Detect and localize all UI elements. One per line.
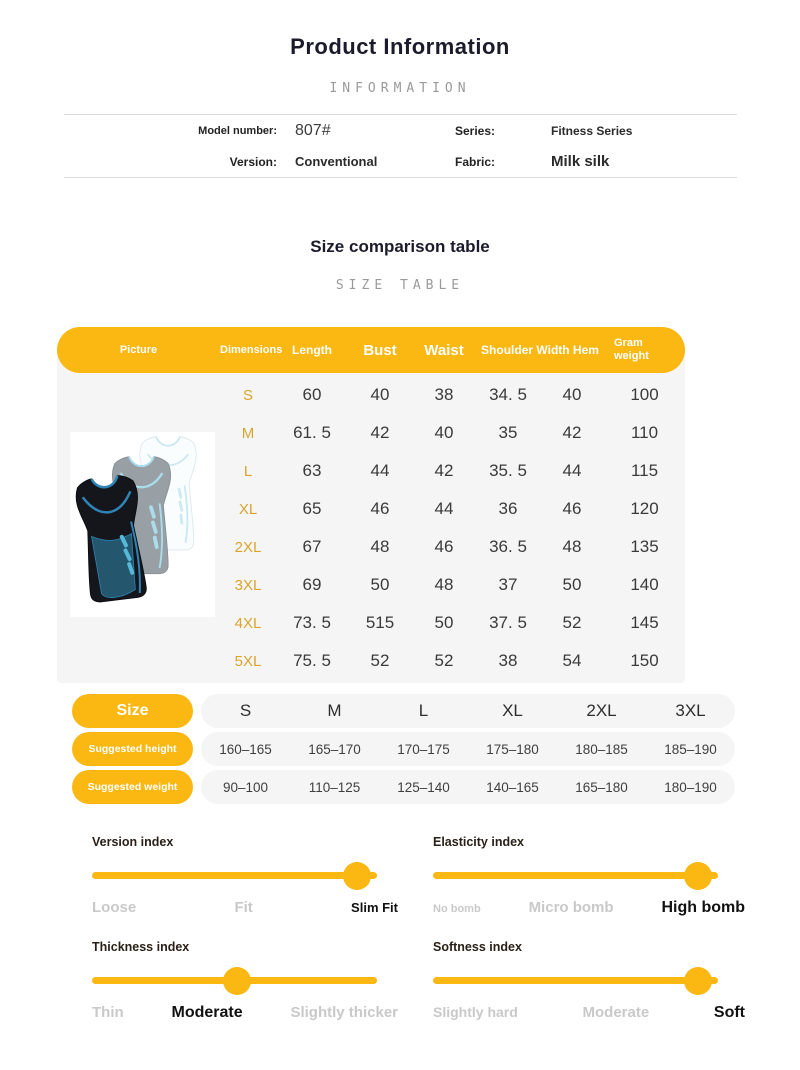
cell-hem: 50 bbox=[562, 575, 582, 594]
thickness-slider bbox=[92, 967, 377, 995]
cell-bust: 48 bbox=[370, 537, 390, 556]
cell-length: 75. 5 bbox=[293, 651, 331, 670]
cell-waist: 44 bbox=[434, 499, 454, 518]
series-value: Fitness Series bbox=[551, 123, 633, 138]
size-value: L bbox=[418, 701, 429, 720]
height-value: 185–190 bbox=[664, 741, 717, 757]
cell-gram: 145 bbox=[630, 613, 659, 632]
weight-value: 125–140 bbox=[397, 779, 450, 795]
page-title: Product Information bbox=[290, 34, 510, 59]
header-picture: Picture bbox=[119, 344, 158, 356]
cell-shoulder: 38 bbox=[498, 651, 518, 670]
weight-value: 110–125 bbox=[308, 779, 361, 795]
index-label-active: Soft bbox=[713, 1004, 745, 1021]
suggestion-row-weight bbox=[72, 770, 735, 804]
cell-gram: 100 bbox=[630, 385, 659, 404]
cell-gram: 115 bbox=[630, 461, 659, 480]
index-label-active: High bomb bbox=[661, 899, 745, 916]
header-waist: Waist bbox=[424, 341, 464, 359]
vest-illustration bbox=[70, 432, 215, 617]
suggestion-row-height bbox=[72, 732, 735, 766]
cell-gram: 135 bbox=[630, 537, 659, 556]
cell-bust: 515 bbox=[365, 613, 395, 632]
suggestion-table bbox=[72, 694, 735, 808]
size-value: 2XL bbox=[586, 701, 617, 720]
softness-index bbox=[433, 940, 745, 1022]
cell-hem: 54 bbox=[562, 651, 582, 670]
index-label: Fit bbox=[234, 899, 253, 916]
cell-bust: 50 bbox=[370, 575, 390, 594]
cell-size: 5XL bbox=[234, 652, 262, 670]
cell-length: 69 bbox=[302, 575, 322, 594]
thickness-index-title: Thickness index bbox=[92, 940, 190, 954]
cell-bust: 42 bbox=[370, 423, 390, 442]
cell-size: M bbox=[241, 424, 255, 442]
header-dimensions: Dimensions bbox=[220, 344, 283, 356]
thickness-index bbox=[92, 940, 398, 1022]
cell-gram: 150 bbox=[630, 651, 659, 670]
cell-shoulder: 37. 5 bbox=[489, 613, 527, 632]
thickness-index-labels bbox=[92, 1004, 398, 1022]
cell-length: 67 bbox=[302, 537, 322, 556]
cell-shoulder: 36. 5 bbox=[489, 537, 527, 556]
cell-waist: 48 bbox=[434, 575, 454, 594]
elasticity-index-labels bbox=[433, 899, 745, 917]
cell-length: 60 bbox=[302, 385, 322, 404]
cell-shoulder: 35 bbox=[498, 423, 518, 442]
index-label: Thin bbox=[92, 1004, 124, 1021]
index-label: Loose bbox=[92, 899, 137, 916]
cell-shoulder: 35. 5 bbox=[489, 461, 527, 480]
series-label: Series: bbox=[455, 123, 496, 138]
cell-hem: 46 bbox=[562, 499, 582, 518]
header-length: Length bbox=[292, 343, 332, 357]
slider-track bbox=[92, 872, 377, 879]
cell-shoulder: 34. 5 bbox=[489, 385, 527, 404]
softness-slider bbox=[433, 967, 718, 995]
header-bust: Bust bbox=[363, 341, 397, 359]
cell-waist: 42 bbox=[434, 461, 454, 480]
model-number-label: Model number: bbox=[198, 124, 277, 137]
cell-shoulder: 36 bbox=[498, 499, 518, 518]
height-value: 165–170 bbox=[308, 741, 361, 757]
size-section-subtitle: SIZE TABLE bbox=[335, 278, 465, 293]
cell-hem: 42 bbox=[562, 423, 582, 442]
weight-row-label: Suggested weight bbox=[72, 770, 193, 804]
size-value: 3XL bbox=[675, 701, 706, 720]
height-value: 160–165 bbox=[219, 741, 272, 757]
version-index-title: Version index bbox=[92, 835, 174, 849]
weight-value: 140–165 bbox=[486, 779, 539, 795]
slider-track bbox=[433, 977, 718, 984]
slider-handle bbox=[343, 862, 371, 890]
cell-size: 3XL bbox=[234, 576, 262, 594]
index-label: No bomb bbox=[433, 903, 481, 915]
size-row-label: Size bbox=[72, 694, 193, 728]
cell-bust: 44 bbox=[370, 461, 390, 480]
cell-bust: 46 bbox=[370, 499, 390, 518]
slider-track bbox=[433, 872, 718, 879]
header-gram-weight: Gram weight bbox=[614, 336, 649, 362]
height-value: 175–180 bbox=[486, 741, 539, 757]
page-subtitle: INFORMATION bbox=[329, 81, 471, 96]
product-image bbox=[70, 432, 215, 617]
cell-hem: 44 bbox=[562, 461, 582, 480]
product-info-section bbox=[64, 114, 737, 178]
height-row-label: Suggested height bbox=[72, 732, 193, 766]
size-value: S bbox=[239, 701, 252, 720]
cell-length: 65 bbox=[302, 499, 322, 518]
header-shoulder-hem: Shoulder Width Hem bbox=[481, 343, 599, 357]
cell-size: S bbox=[242, 386, 253, 404]
version-label: Version: bbox=[229, 154, 277, 169]
index-label: Slightly thicker bbox=[290, 1004, 398, 1021]
cell-gram: 140 bbox=[630, 575, 659, 594]
cell-waist: 46 bbox=[434, 537, 454, 556]
cell-size: 2XL bbox=[234, 538, 262, 556]
cell-gram: 110 bbox=[630, 423, 659, 442]
elasticity-index-title: Elasticity index bbox=[433, 835, 525, 849]
size-comparison-table bbox=[57, 327, 685, 683]
cell-hem: 52 bbox=[562, 613, 582, 632]
elasticity-index bbox=[433, 835, 745, 917]
cell-length: 73. 5 bbox=[293, 613, 331, 632]
version-index bbox=[92, 835, 398, 916]
cell-shoulder: 37 bbox=[498, 575, 518, 594]
elasticity-slider bbox=[433, 862, 718, 890]
size-value: M bbox=[327, 701, 342, 720]
weight-value: 180–190 bbox=[664, 779, 717, 795]
height-value: 170–175 bbox=[397, 741, 450, 757]
height-row-values bbox=[201, 732, 735, 766]
cell-size: XL bbox=[238, 500, 258, 518]
cell-size: L bbox=[243, 462, 253, 480]
cell-waist: 38 bbox=[434, 385, 454, 404]
version-index-labels bbox=[92, 899, 398, 916]
cell-waist: 40 bbox=[434, 423, 454, 442]
cell-waist: 50 bbox=[434, 613, 454, 632]
cell-waist: 52 bbox=[434, 651, 454, 670]
cell-hem: 48 bbox=[562, 537, 582, 556]
cell-length: 63 bbox=[302, 461, 322, 480]
weight-row-values bbox=[201, 770, 735, 804]
cell-gram: 120 bbox=[630, 499, 659, 518]
softness-index-title: Softness index bbox=[433, 940, 522, 954]
size-value: XL bbox=[502, 701, 523, 720]
cell-length: 61. 5 bbox=[293, 423, 331, 442]
version-slider bbox=[92, 862, 377, 890]
cell-size: 4XL bbox=[234, 614, 262, 632]
slider-handle bbox=[684, 967, 712, 995]
cell-bust: 40 bbox=[370, 385, 390, 404]
version-value: Conventional bbox=[295, 154, 378, 169]
height-value: 180–185 bbox=[575, 741, 628, 757]
cell-bust: 52 bbox=[370, 651, 390, 670]
slider-handle bbox=[223, 967, 251, 995]
size-table-header bbox=[57, 327, 685, 373]
softness-index-labels bbox=[433, 1004, 745, 1022]
fabric-label: Fabric: bbox=[455, 154, 496, 169]
weight-value: 90–100 bbox=[222, 779, 269, 795]
cell-hem: 40 bbox=[562, 385, 582, 404]
index-label: Micro bomb bbox=[528, 899, 614, 916]
model-number-value: 807# bbox=[295, 121, 331, 139]
index-label: Moderate bbox=[582, 1004, 650, 1021]
weight-value: 165–180 bbox=[575, 779, 628, 795]
index-label: Slightly hard bbox=[433, 1004, 518, 1020]
slider-handle bbox=[684, 862, 712, 890]
suggestion-row-sizes bbox=[72, 694, 735, 728]
size-row-values bbox=[201, 694, 735, 728]
index-label-active: Moderate bbox=[171, 1004, 243, 1021]
index-label-active: Slim Fit bbox=[351, 900, 398, 915]
fabric-value: Milk silk bbox=[551, 153, 610, 170]
size-section-title: Size comparison table bbox=[310, 237, 490, 256]
